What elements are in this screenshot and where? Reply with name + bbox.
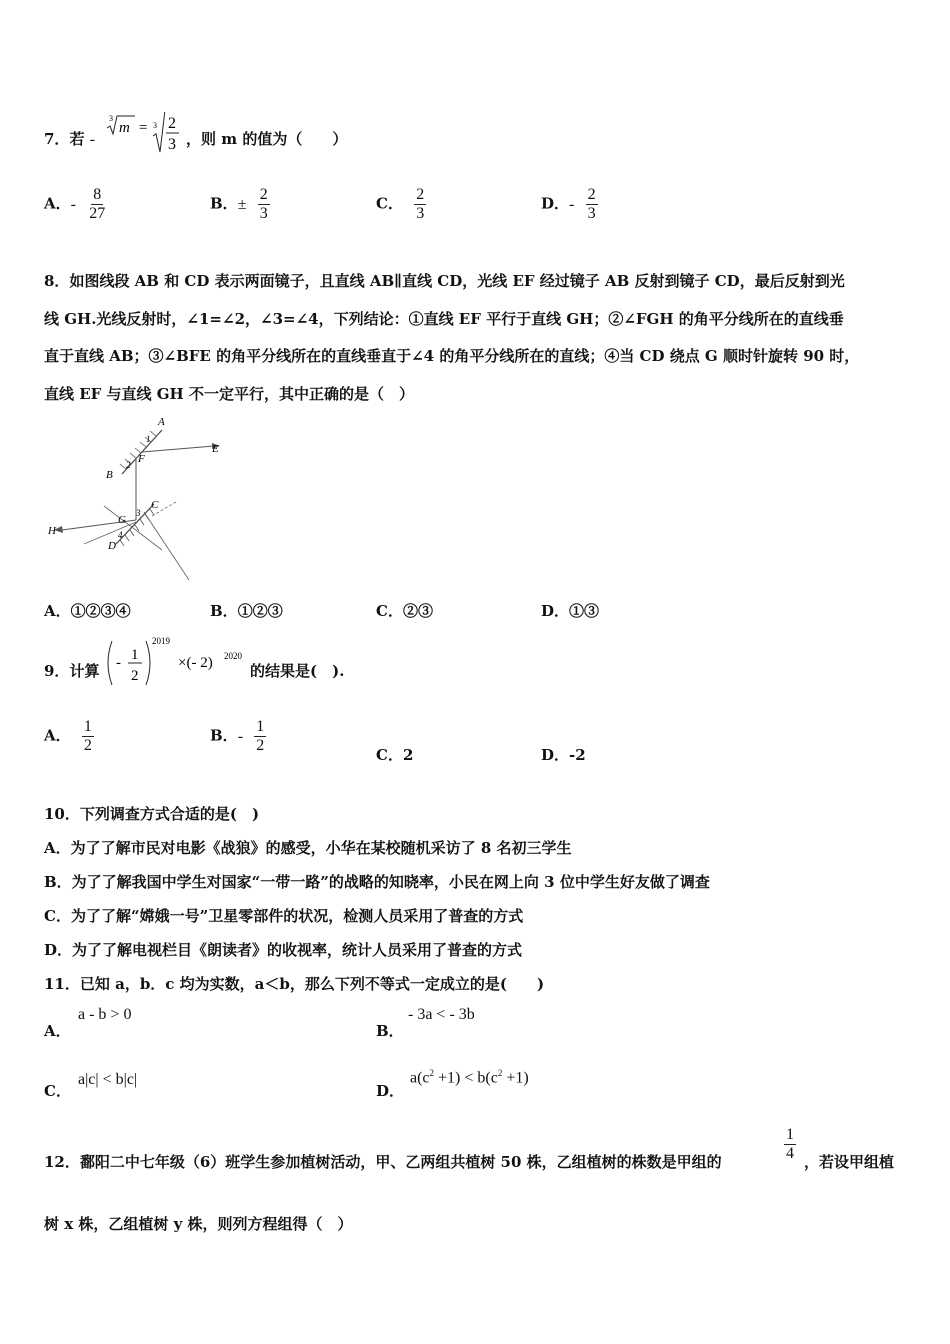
aux-line-2 [144, 512, 189, 580]
q7-radical-svg [105, 112, 185, 154]
label-h: H [48, 525, 56, 537]
q9-expression [104, 635, 250, 695]
q11-stem: 11．已知 a，b．c 均为实数，a＜b，那么下列不等式一定成立的是( ) [44, 975, 545, 993]
label-c: C [151, 499, 159, 511]
q9-minus: - [116, 655, 121, 671]
mirror-diagram [44, 412, 244, 587]
q7-rhs-num: 2 [168, 115, 176, 132]
q8-line-1: 8．如图线段 AB 和 CD 表示两面镜子，且直线 AB∥直线 CD，光线 EF 经过镜子 AB 反射到镜子 CD，最后反射到光 [44, 272, 845, 290]
q9-exp2: 2020 [224, 651, 242, 661]
q11-option-b-expr: - 3a < - 3b [408, 1006, 475, 1023]
q8-line-2: 线 GH.光线反射时，∠1=∠2，∠3=∠4，下列结论：①直线 EF 平行于直线 GH；②∠FGH 的角平分线所在的直线垂 [44, 310, 844, 328]
q7-lhs-var: m [119, 120, 130, 136]
q9-num: 1 [131, 647, 139, 663]
q7-option-d[interactable]: D．- $\frac{2}{3}$ [541, 186, 596, 222]
q9-option-b[interactable]: B．- $\frac{1}{2}$ [210, 718, 265, 754]
q9-option-a[interactable]: A． $\frac{1}{2}$ [44, 718, 92, 754]
q8-option-c[interactable]: C．②③ [376, 602, 433, 620]
q9-den: 2 [131, 668, 139, 684]
ray-ef [142, 446, 214, 452]
q10-option-a[interactable]: A．为了了解市民对电影《战狼》的感受，小华在某校随机采访了 8 名初三学生 [44, 839, 572, 857]
q7-rhs-den: 3 [168, 136, 176, 153]
q7-option-b[interactable]: B．± $\frac{2}{3}$ [210, 186, 268, 222]
q8-option-b[interactable]: B．①②③ [210, 602, 283, 620]
q7-suffix: ，则 m 的值为（ ） [186, 130, 348, 148]
label-angle-1: 1 [146, 434, 151, 444]
label-e: E [212, 443, 219, 455]
q8-line-4: 直线 EF 与直线 GH 不一定平行，其中正确的是（ ） [44, 385, 414, 403]
label-a: A [158, 416, 165, 428]
q12-fraction: $\frac{1}{4}$ [786, 1126, 794, 1162]
q12-line-2: 树 x 株，乙组植树 y 株，则列方程组得（ ） [44, 1215, 353, 1233]
q9-option-d[interactable]: D．-2 [541, 746, 586, 764]
q8-figure [44, 412, 244, 591]
q7-rhs-radical [153, 112, 181, 152]
q7-stem: 7．若 - [44, 130, 96, 148]
label-f: F [138, 453, 145, 465]
q12-line-1-end: ，若设甲组植 [804, 1153, 895, 1171]
q10-stem: 10．下列调查方式合适的是( ) [44, 805, 260, 823]
q10-option-d[interactable]: D．为了了解电视栏目《朗读者》的收视率，统计人员采用了普查的方式 [44, 941, 523, 959]
q7-equals: = [139, 120, 148, 136]
label-d: D [108, 540, 116, 552]
q11-option-c-expr: a|c| < b|c| [78, 1071, 138, 1088]
q8-line-3: 直于直线 AB；③∠BFE 的角平分线所在的直线垂直于∠4 的角平分线所在的直线；④当 CD 绕点 G 顺时针旋转 90 时， [44, 347, 860, 365]
q9-expression-svg [104, 635, 250, 691]
q8-option-d[interactable]: D．①③ [541, 602, 600, 620]
q7-equation [105, 112, 185, 158]
q12-line-1: 12．鄱阳二中七年级（6）班学生参加植树活动，甲、乙两组共植树 50 株，乙组植树的株数是甲组的 [44, 1153, 722, 1171]
label-g: G [118, 514, 126, 526]
q11-option-a-expr: a - b > 0 [78, 1006, 132, 1023]
label-angle-3: 3 [136, 508, 141, 518]
q7-option-c[interactable]: C． $\frac{2}{3}$ [376, 186, 425, 222]
q11-option-b[interactable]: B． [376, 1022, 404, 1040]
label-b: B [106, 469, 113, 481]
q11-option-c[interactable]: C． [44, 1082, 71, 1100]
q9-option-c[interactable]: C．2 [376, 746, 414, 764]
q10-option-c[interactable]: C．为了了解“嫦娥一号”卫星零部件的状况，检测人员采用了普查的方式 [44, 907, 524, 925]
label-angle-4: 4 [118, 530, 123, 540]
q11-option-a[interactable]: A． [44, 1022, 71, 1040]
q7-lhs-index: 3 [109, 114, 113, 123]
q11-option-d-expr: $a(c^2 +1) < b(c^2 +1)$ [410, 1068, 529, 1087]
q8-option-a[interactable]: A．①②③④ [44, 602, 131, 620]
q9-suffix: 的结果是( ). [250, 662, 345, 680]
q11-option-d[interactable]: D． [376, 1082, 405, 1100]
q9-stem: 9．计算 [44, 662, 100, 680]
q10-option-b[interactable]: B．为了了解我国中学生对国家“一带一路”的战略的知晓率，小民在网上向 3 位中学生好友做了调查 [44, 873, 710, 891]
label-angle-2: 2 [126, 460, 131, 470]
q9-paren-right [146, 641, 150, 685]
q9-paren-left [108, 641, 112, 685]
q9-times-base: ×(- 2) [178, 655, 213, 671]
q9-exp1: 2019 [152, 636, 170, 646]
q7-option-a[interactable]: A．- $\frac{8}{27}$ [44, 186, 106, 222]
q7-rhs-index: 3 [153, 121, 157, 130]
